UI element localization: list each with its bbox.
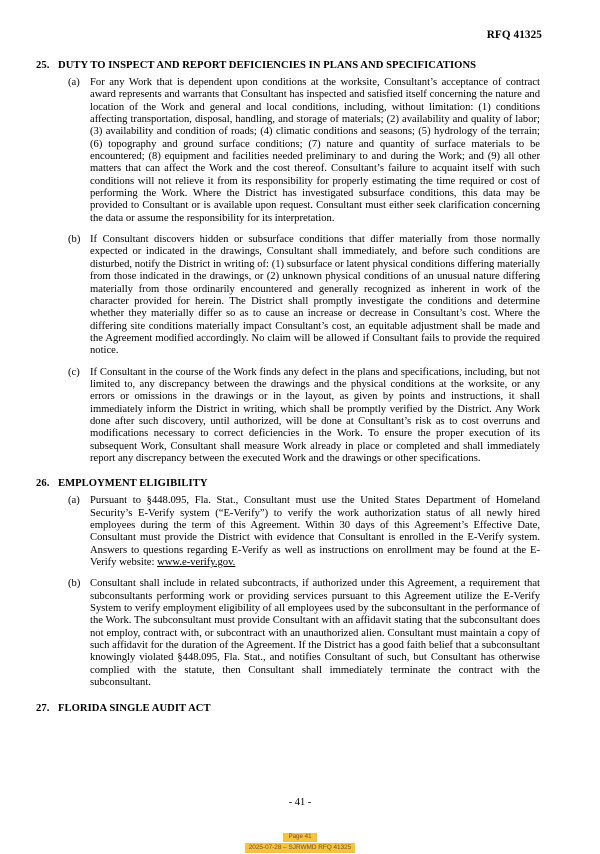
section-number-26: 26. bbox=[36, 478, 50, 490]
section-heading-25 bbox=[36, 60, 600, 71]
section-title-27: FLORIDA SINGLE AUDIT ACT bbox=[58, 703, 211, 715]
paragraph-26a-body: Pursuant to §448.095, Fla. Stat., Consultant must use the United States Department of Homeland Security’s E-Verify system (“E-Verify”) to verify the work authorization status of all newly hired employees during the term of this Agreement. Within 30 days of this Agreement’s Effective Date, Consultant must provide the District with evidence that Consultant is enrolled in the E-Verify system. Answers to questions regarding E-Verify as well as instructions on enrollment may be found at the E-Verify website: bbox=[90, 495, 540, 569]
stamp-page-label: Page 41 bbox=[283, 833, 316, 842]
paragraph-text-25b: If Consultant discovers hidden or subsurface conditions that differ materially from those normally expected or indicated in the drawings, Consultant shall immediately, and before such conditions are disturbed, notify the District in writing of: (1) subsurface or latent physical conditions differing materially from those indicated in the drawings, or (2) unknown physical conditions of an unusual nature differing materially from those ordinarily encountered and generally recognized as inherent in work of the character provided for herein. The District shall promptly investigate the conditions and determine whether they materially differ so as to cause an increase or decrease in Consultant’s cost. Where the differing site conditions materially impact Consultant’s cost, an equitable adjustment shall be made and the Agreement modified accordingly. No claim will be allowed if Consultant fails to provide the required notice. bbox=[90, 234, 540, 357]
paragraph-label-26b: (b) bbox=[68, 578, 81, 590]
stamp-inner bbox=[245, 825, 356, 853]
section-number-27: 27. bbox=[36, 703, 50, 715]
paragraph-text-25c: If Consultant in the course of the Work finds any defect in the plans and specifications, including, but not limited to, any discrepancy between the drawings and the physical conditions at the worksite, or any errors or omissions in the drawings or in the layout, as given by points and instructions, it shall immediately inform the District in writing, which shall be promptly verified by the District. Any Work done after such discovery, until authorized, will be done at Consultant’s risk as to cost overruns and modifications necessary to correct deficiencies in the Work. To ensure the proper execution of its subsequent Work, Consultant shall measure Work already in place or completed and shall immediately report any discrepancy between the executed Work and the drawings or other specifications. bbox=[90, 366, 540, 464]
paragraph-26a bbox=[68, 495, 540, 569]
paragraph-text-26a bbox=[90, 495, 540, 569]
paragraph-26b bbox=[68, 578, 540, 689]
everify-website-link[interactable]: www.e-verify.gov. bbox=[157, 557, 236, 569]
document-stamp bbox=[0, 825, 600, 854]
section-title-26: EMPLOYMENT ELIGIBILITY bbox=[58, 478, 208, 490]
paragraph-25c bbox=[68, 367, 540, 466]
paragraph-label-26a: (a) bbox=[68, 495, 80, 507]
paragraph-25a bbox=[68, 77, 540, 225]
section-title-25: DUTY TO INSPECT AND REPORT DEFICIENCIES IN PLANS AND SPECIFICATIONS bbox=[58, 60, 477, 71]
paragraph-text-26b: Consultant shall include in related subcontracts, if authorized under this Agreement, a requirement that subconsultants performing work or providing services pursuant to this Agreement utilize the E-Verify System to verify employment eligibility of all employees used by the subconsultant in the performance of the Work. The subconsultant must provide Consultant with an affidavit stating that the subconsultant does not employ, contract with, or subcontract with an unauthorized alien. Consultant must maintain a copy of such affidavit for the duration of the Agreement. If the District has a good faith belief that a subconsultant knowingly violated §448.095, Fla. Stat., and notifies Consultant of such, but Consultant has otherwise complied with the statute, then Consultant shall immediately terminate the contract with the subconsultant. bbox=[90, 578, 540, 689]
paragraph-label-25b: (b) bbox=[68, 234, 81, 246]
section-number-25: 25. bbox=[36, 60, 50, 71]
paragraph-label-25a: (a) bbox=[68, 77, 80, 88]
paragraph-text-25a: For any Work that is dependent upon conditions at the worksite, Consultant’s acceptance of contract award represents and warrants that Consultant has inspected and satisfied itself concerning the nature and location of the Work and general and local conditions, including, without limitation: (1) conditions affecting transportation, disposal, handling, and storage of materials; (2) availability and quality of labor; (3) availability and condition of roads; (4) climatic conditions and seasons; (5) hydrology of the terrain; (6) topography and ground surface conditions; (7) nature and quantity of surface materials to be encountered; (8) equipment and facilities needed preliminary to and during the Work; and (9) all other matters that can affect the Work and the cost thereof. Consultant’s failure to acquaint itself with such conditions will not relieve it from its responsibility for properly estimating the time required or cost of performing the Work. Where the District has investigated subsurface conditions, this data may be provided to Consultant or is available upon request. Consultant must either seek clarification concerning the data or assume the responsibility for its interpretation. bbox=[90, 77, 540, 224]
section-heading-27 bbox=[36, 703, 600, 714]
page-number-footer: - 41 - bbox=[288, 797, 312, 808]
paragraph-25b bbox=[68, 234, 540, 357]
section-heading-26 bbox=[36, 478, 600, 489]
document-body bbox=[0, 60, 600, 720]
paragraph-label-25c: (c) bbox=[68, 366, 80, 378]
stamp-date-label: 2025-07-28 – SJRWMD RFQ 41325 bbox=[245, 843, 356, 853]
page-header-rfq: RFQ 41325 bbox=[486, 29, 542, 41]
